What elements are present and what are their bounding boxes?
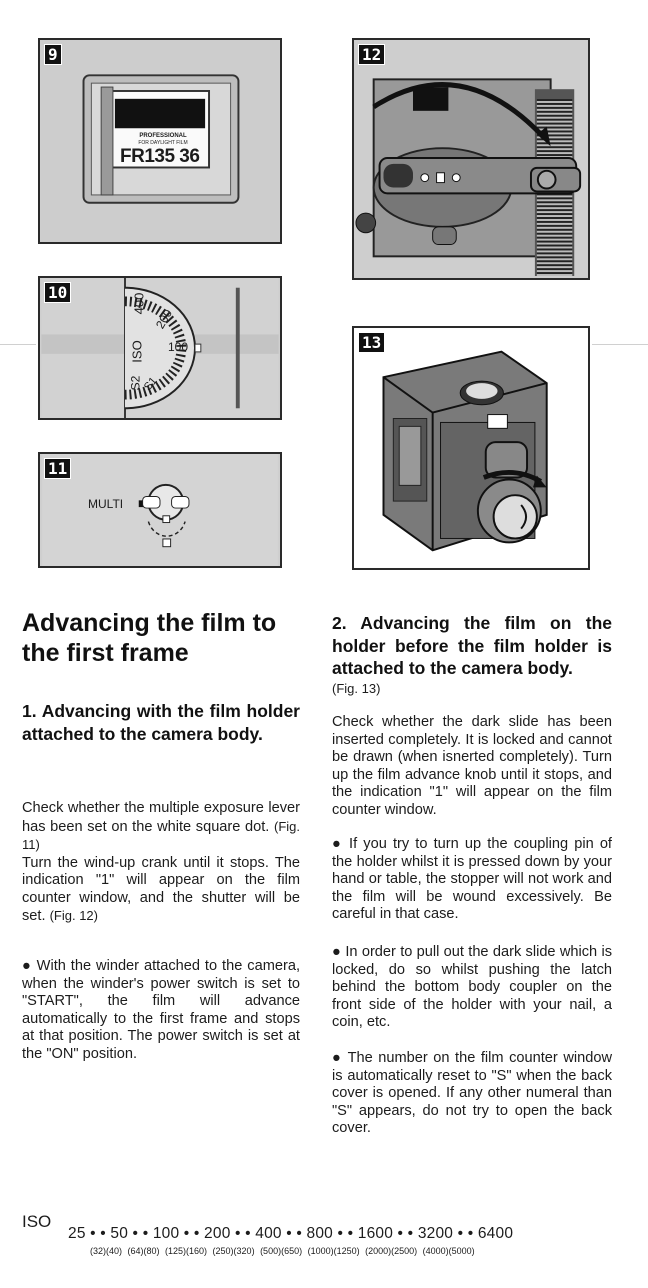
right-bullet-2-text: In order to pull out the dark slide which is locked, do so whilst pushing the latch behind the bottom body coupler on the front side of the holder with your nail, a coin, etc. — [332, 944, 612, 1030]
dial-label-iso: ISO — [129, 340, 145, 363]
left-p2-text: Turn the wind-up crank until it stops. The indication "1" will appear on the film counter window, and the shutter will be set. — [22, 854, 300, 924]
cartridge-code: FR135 36 — [120, 146, 200, 167]
section-2-heading-block — [332, 612, 612, 697]
figure-11-number: 11 — [44, 458, 71, 479]
left-p1-figref: (Fig. 11) — [22, 818, 300, 852]
multi-label: MULTI — [88, 497, 124, 511]
iso-dial-illustration — [40, 278, 280, 418]
bullet-icon: ● — [332, 836, 350, 852]
bullet-icon: ● — [332, 944, 346, 960]
iso-intermediate-values: (32)(40) (64)(80) (125)(160) (250)(320) (500)(650) (1000)(1250) (2000)(2500) (4000)(5000) — [90, 1246, 475, 1256]
bullet-icon: ● — [332, 1050, 348, 1066]
bullet-icon: ● — [22, 958, 37, 974]
figure-10 — [38, 276, 282, 420]
dial-label-s1: S1 — [141, 374, 160, 394]
section-1-heading: 1. Advancing with the film holder attached to the camera body. — [22, 701, 300, 744]
dial-label-200: 200 — [152, 306, 176, 332]
cartridge-label-line1: PROFESSIONAL — [139, 133, 187, 139]
iso-label: ISO — [22, 1212, 52, 1231]
left-p2-figref: (Fig. 12) — [49, 908, 98, 923]
scan-edge-line — [0, 344, 36, 345]
right-bullet-1-text: If you try to turn up the coupling pin of the holder whilst it is pressed down by your hand or table, the stopper will not work and the film will be wound excessively. Be careful in that case. — [332, 836, 612, 922]
figure-11 — [38, 452, 282, 568]
left-paragraph-1 — [22, 800, 300, 926]
figure-10-number: 10 — [44, 282, 71, 303]
page-title: Advancing the film to the first frame — [22, 609, 277, 667]
right-bullet-3 — [332, 1050, 612, 1138]
iso-scale: 25 • • 50 • • 100 • • 200 • • 400 • • 800 • • 1600 • • 3200 • • 6400 — [68, 1225, 514, 1242]
left-p1-text: Check whether the multiple exposure lever has been set on the white square dot. — [22, 800, 300, 835]
right-bullet-2 — [332, 944, 612, 1032]
dial-label-400: 400 — [131, 292, 147, 315]
right-bullet-1 — [332, 836, 612, 924]
cartridge-label-line2: FOR DAYLIGHT FILM — [138, 140, 188, 146]
dial-label-100: 100 — [168, 340, 189, 354]
scan-edge-line — [592, 344, 648, 345]
figure-9 — [38, 38, 282, 244]
dial-label-s2: S2 — [128, 375, 143, 391]
figure-12-number: 12 — [358, 44, 385, 65]
left-bullet-1 — [22, 958, 300, 1063]
right-bullet-3-text: The number on the film counter window is automatically reset to "S" when the back cover is opened. If any other numeral than "S" appears, do not try to open the back cover. — [332, 1050, 612, 1136]
figure-12 — [352, 38, 590, 280]
figure-13-number: 13 — [358, 332, 385, 353]
right-paragraph-1: Check whether the dark slide has been inserted completely. It is locked and cannot be drawn (when isnerted completely). Turn up the film advance knob until it stops, and the indication "1" will appear on the film counter window. — [332, 714, 612, 818]
left-bullet-1-text: With the winder attached to the camera, when the winder's power switch is set to "START", the film will advance automatically to the first frame and stops at that position. The power switch is set at the "ON" position. — [22, 958, 300, 1062]
figure-9-number: 9 — [44, 44, 62, 65]
figure-13 — [352, 326, 590, 570]
section-2-figref: (Fig. 13) — [332, 680, 381, 696]
wind-up-crank-illustration — [354, 40, 588, 278]
section-2-heading: 2. Advancing the film on the holder before the film holder is attached to the camera body. — [332, 613, 612, 678]
film-holder-knob-illustration — [354, 328, 588, 568]
multi-exposure-lever-illustration — [40, 454, 280, 566]
